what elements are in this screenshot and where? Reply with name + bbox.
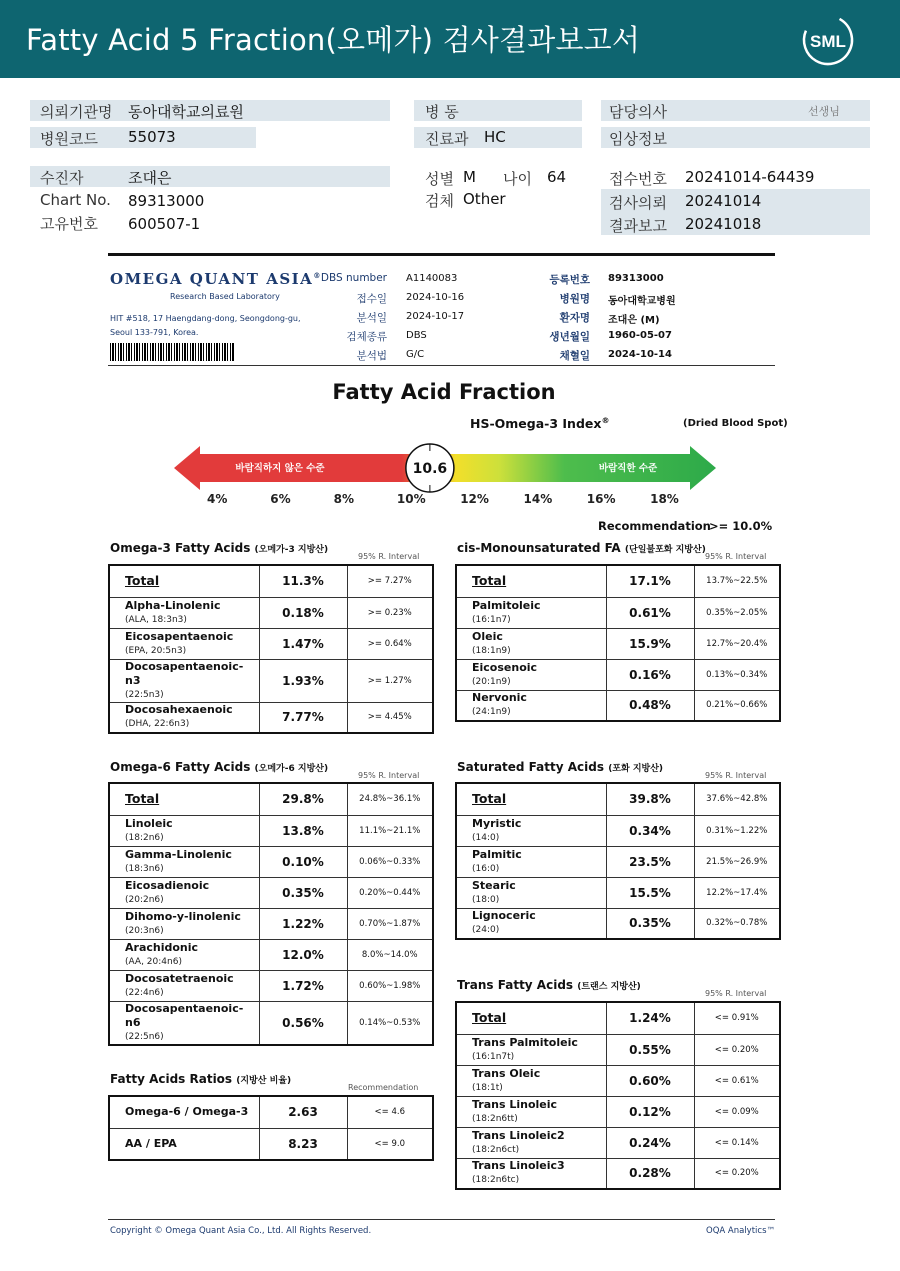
saturated-table bbox=[455, 782, 781, 940]
fatty-acid-percent: 0.10% bbox=[259, 846, 347, 877]
oqa-field-value: 89313000 bbox=[608, 273, 664, 284]
fatty-acid-reference: >= 0.64% bbox=[347, 628, 433, 659]
table-row bbox=[456, 815, 780, 846]
sex-value: M bbox=[463, 168, 476, 186]
age-value: 64 bbox=[547, 168, 567, 186]
total-reference: >= 7.27% bbox=[347, 565, 433, 597]
mono-section-title: cis-Monounsaturated FA (단일불포화 지방산) bbox=[457, 541, 706, 555]
saturated-section-title: Saturated Fatty Acids (포화 지방산) bbox=[457, 760, 664, 774]
oqa-field-value: 2024-10-17 bbox=[406, 311, 465, 322]
trans-total-row bbox=[456, 1002, 780, 1034]
fatty-acid-percent: 0.48% bbox=[606, 690, 694, 721]
ward-label: 병 동 bbox=[425, 103, 459, 121]
hospital-code-label: 병원코드 bbox=[40, 130, 98, 148]
fatty-acid-name: AA / EPA bbox=[109, 1128, 259, 1160]
bad-level-label: 바람직하지 않은 수준 bbox=[235, 463, 325, 474]
fatty-acid-name: Docosatetraenoic (22:4n6) bbox=[109, 970, 259, 1001]
fatty-acid-name: Arachidonic (AA, 20:4n6) bbox=[109, 939, 259, 970]
fatty-acid-percent: 8.23 bbox=[259, 1128, 347, 1160]
total-percent: 17.1% bbox=[606, 565, 694, 597]
table-row bbox=[456, 1127, 780, 1158]
specimen-label: 검체 bbox=[425, 192, 454, 210]
fatty-acid-reference: >= 4.45% bbox=[347, 702, 433, 733]
fatty-acid-percent: 1.93% bbox=[259, 659, 347, 702]
good-level-label: 바람직한 수준 bbox=[598, 463, 658, 474]
fatty-acid-name: Eicosadienoic (20:2n6) bbox=[109, 877, 259, 908]
fatty-acid-reference: 0.32%~0.78% bbox=[694, 908, 780, 939]
oqa-field-label: 검체종류 bbox=[346, 331, 387, 343]
fatty-acid-percent: 23.5% bbox=[606, 846, 694, 877]
report-title: Fatty Acid 5 Fraction(오메가) 검사결과보고서 bbox=[26, 23, 641, 57]
fatty-acid-name: Docosapentaenoic-n3 (22:5n3) bbox=[109, 659, 259, 702]
age-label: 나이 bbox=[503, 170, 532, 188]
oqa-field-label: 분석일 bbox=[356, 312, 387, 324]
oqa-field-label: 분석법 bbox=[356, 350, 387, 362]
oqa-field-value: 2024-10-14 bbox=[608, 349, 672, 360]
fatty-acid-percent: 1.47% bbox=[259, 628, 347, 659]
fatty-acid-reference: <= 4.6 bbox=[347, 1096, 433, 1128]
fatty-acid-name: Eicosapentaenoic (EPA, 20:5n3) bbox=[109, 628, 259, 659]
fatty-acid-name: Alpha-Linolenic (ALA, 18:3n3) bbox=[109, 597, 259, 628]
fatty-acid-reference: 0.21%~0.66% bbox=[694, 690, 780, 721]
report-header bbox=[0, 0, 900, 78]
total-reference: 24.8%~36.1% bbox=[347, 783, 433, 815]
omega3-section-title: Omega-3 Fatty Acids (오메가-3 지방산) bbox=[110, 541, 329, 555]
table-row bbox=[456, 659, 780, 690]
table-row bbox=[456, 690, 780, 721]
fatty-acid-reference: 0.70%~1.87% bbox=[347, 908, 433, 939]
barcode bbox=[110, 343, 235, 361]
fatty-acid-reference: <= 0.09% bbox=[694, 1096, 780, 1127]
table-row bbox=[109, 877, 433, 908]
ratios-table bbox=[108, 1095, 434, 1161]
table-row bbox=[456, 1065, 780, 1096]
oqa-logo: OMEGA QUANT ASIA® bbox=[110, 270, 322, 288]
fatty-acid-reference: 12.2%~17.4% bbox=[694, 877, 780, 908]
fatty-acid-percent: 0.56% bbox=[259, 1001, 347, 1045]
table-row bbox=[109, 1096, 433, 1128]
fatty-acid-name: Omega-6 / Omega-3 bbox=[109, 1096, 259, 1128]
fatty-acid-percent: 12.0% bbox=[259, 939, 347, 970]
table-row bbox=[456, 597, 780, 628]
total-percent: 39.8% bbox=[606, 783, 694, 815]
table-row bbox=[109, 659, 433, 702]
table-row bbox=[456, 1034, 780, 1065]
total-name: Total bbox=[456, 783, 606, 815]
fatty-acid-percent: 13.8% bbox=[259, 815, 347, 846]
trans-table bbox=[455, 1001, 781, 1190]
fatty-acid-percent: 0.35% bbox=[606, 908, 694, 939]
hs-omega3-index-title: HS-Omega-3 Index® bbox=[470, 416, 610, 432]
table-row bbox=[456, 908, 780, 939]
fatty-acid-reference: >= 1.27% bbox=[347, 659, 433, 702]
gauge-tick-label: 12% bbox=[460, 492, 489, 506]
total-name: Total bbox=[109, 783, 259, 815]
department-value: HC bbox=[484, 128, 506, 146]
fatty-acid-name: Dihomo-y-linolenic (20:3n6) bbox=[109, 908, 259, 939]
reception-label: 접수번호 bbox=[609, 170, 667, 188]
fatty-acid-percent: 7.77% bbox=[259, 702, 347, 733]
oqa-field-value: 1960-05-07 bbox=[608, 330, 672, 341]
fatty-acid-fraction-title: Fatty Acid Fraction bbox=[332, 380, 556, 404]
fatty-acid-reference: 12.7%~20.4% bbox=[694, 628, 780, 659]
request-label: 검사의뢰 bbox=[609, 194, 667, 212]
oqa-field-value: 조대은 (M) bbox=[608, 315, 660, 326]
hospital-code-value: 55073 bbox=[128, 128, 176, 146]
total-reference: 37.6%~42.8% bbox=[694, 783, 780, 815]
omega3-total-row bbox=[109, 565, 433, 597]
total-percent: 11.3% bbox=[259, 565, 347, 597]
oqa-field-value: G/C bbox=[406, 349, 425, 360]
fatty-acid-name: Trans Linoleic (18:2n6tt) bbox=[456, 1096, 606, 1127]
total-name: Total bbox=[456, 1002, 606, 1034]
table-row bbox=[456, 628, 780, 659]
fatty-acid-reference: 0.20%~0.44% bbox=[347, 877, 433, 908]
oqa-field-label: 등록번호 bbox=[549, 274, 590, 286]
omega6-total-row bbox=[109, 783, 433, 815]
oqa-field-value: 동아대학교병원 bbox=[608, 296, 676, 307]
table-row bbox=[109, 702, 433, 733]
total-name: Total bbox=[456, 565, 606, 597]
copyright: Copyright © Omega Quant Asia Co., Ltd. All Rights Reserved. bbox=[110, 1226, 372, 1236]
fatty-acid-name: Palmitic (16:0) bbox=[456, 846, 606, 877]
fatty-acid-reference: 0.06%~0.33% bbox=[347, 846, 433, 877]
fatty-acid-name: Lignoceric (24:0) bbox=[456, 908, 606, 939]
fatty-acid-name: Trans Palmitoleic (16:1n7t) bbox=[456, 1034, 606, 1065]
sex-label: 성별 bbox=[425, 170, 454, 188]
table-row bbox=[109, 939, 433, 970]
unique-no-value: 600507-1 bbox=[128, 215, 201, 233]
fatty-acid-reference: <= 0.61% bbox=[694, 1065, 780, 1096]
department-label: 진료과 bbox=[425, 130, 469, 148]
fatty-acid-name: Docosapentaenoic-n6 (22:5n6) bbox=[109, 1001, 259, 1045]
ratios-interval-header: Recommendation bbox=[348, 1083, 419, 1092]
sml-logo-text: SML bbox=[810, 32, 846, 51]
fatty-acid-percent: 0.28% bbox=[606, 1158, 694, 1189]
fatty-acid-reference: <= 0.20% bbox=[694, 1158, 780, 1189]
chart-no-label: Chart No. bbox=[40, 191, 111, 209]
fatty-acid-percent: 1.72% bbox=[259, 970, 347, 1001]
fatty-acid-name: Gamma-Linolenic (18:3n6) bbox=[109, 846, 259, 877]
report-value: 20241018 bbox=[685, 215, 762, 233]
fatty-acid-reference: 0.13%~0.34% bbox=[694, 659, 780, 690]
fatty-acid-reference: >= 0.23% bbox=[347, 597, 433, 628]
omega3-table bbox=[108, 564, 434, 734]
fatty-acid-percent: 0.55% bbox=[606, 1034, 694, 1065]
fatty-acid-name: Trans Oleic (18:1t) bbox=[456, 1065, 606, 1096]
oqa-field-value: DBS bbox=[406, 330, 427, 341]
fatty-acid-percent: 0.24% bbox=[606, 1127, 694, 1158]
table-row bbox=[109, 815, 433, 846]
fatty-acid-name: Myristic (14:0) bbox=[456, 815, 606, 846]
gauge-tick-label: 4% bbox=[207, 492, 228, 506]
gauge-tick-label: 16% bbox=[586, 492, 616, 506]
mono-table bbox=[455, 564, 781, 722]
trans-interval-header: 95% R. Interval bbox=[705, 989, 767, 998]
trans-section-title: Trans Fatty Acids (트랜스 지방산) bbox=[457, 978, 641, 992]
index-value: 10.6 bbox=[412, 461, 448, 477]
fatty-acid-name: Trans Linoleic3 (18:2n6tc) bbox=[456, 1158, 606, 1189]
oqa-field-label: 접수일 bbox=[356, 293, 387, 305]
gauge-tick-label: 6% bbox=[270, 492, 291, 506]
fatty-acid-percent: 15.9% bbox=[606, 628, 694, 659]
fatty-acid-reference: 0.31%~1.22% bbox=[694, 815, 780, 846]
recommendation-value: >= 10.0% bbox=[709, 519, 773, 533]
saturated-total-row bbox=[456, 783, 780, 815]
table-row bbox=[109, 1001, 433, 1045]
chart-no-value: 89313000 bbox=[128, 192, 205, 210]
saturated-interval-header: 95% R. Interval bbox=[705, 771, 767, 780]
examinee-value: 조대은 bbox=[128, 169, 172, 187]
institution-value: 동아대학교의료원 bbox=[128, 103, 244, 121]
table-row bbox=[109, 597, 433, 628]
mono-interval-header: 95% R. Interval bbox=[705, 552, 767, 561]
ratios-section-title: Fatty Acids Ratios (지방산 비율) bbox=[110, 1072, 292, 1086]
fatty-acid-percent: 0.12% bbox=[606, 1096, 694, 1127]
report-label: 결과보고 bbox=[609, 217, 667, 235]
table-row bbox=[109, 628, 433, 659]
recommendation-label: Recommendation bbox=[598, 519, 711, 533]
reception-value: 20241014-64439 bbox=[685, 168, 815, 186]
institution-label: 의뢰기관명 bbox=[40, 103, 113, 121]
fatty-acid-percent: 0.61% bbox=[606, 597, 694, 628]
fatty-acid-name: Nervonic (24:1n9) bbox=[456, 690, 606, 721]
sml-logo-icon bbox=[800, 12, 856, 68]
oqa-field-value: 2024-10-16 bbox=[406, 292, 465, 303]
table-row bbox=[456, 877, 780, 908]
omega6-table bbox=[108, 782, 434, 1046]
fatty-acid-percent: 0.16% bbox=[606, 659, 694, 690]
fatty-acid-reference: <= 0.14% bbox=[694, 1127, 780, 1158]
specimen-value: Other bbox=[463, 190, 506, 208]
total-percent: 29.8% bbox=[259, 783, 347, 815]
footer-rule bbox=[108, 1219, 775, 1220]
omega6-interval-header: 95% R. Interval bbox=[358, 771, 420, 780]
oqa-subtitle: Research Based Laboratory bbox=[170, 292, 280, 301]
oqa-analytics-brand: OQA Analytics™ bbox=[706, 1226, 775, 1236]
oqa-bottom-rule bbox=[108, 365, 775, 366]
doctor-suffix: 선생님 bbox=[808, 105, 840, 118]
table-row bbox=[109, 908, 433, 939]
gauge-tick-label: 8% bbox=[333, 492, 354, 506]
table-row bbox=[109, 970, 433, 1001]
index-marker bbox=[406, 444, 454, 492]
oqa-address: HIT #518, 17 Haengdang-dong, Seongdong-gu, Seoul 133-791, Korea. bbox=[110, 314, 301, 337]
fatty-acid-percent: 0.60% bbox=[606, 1065, 694, 1096]
oqa-field-label: 병원명 bbox=[559, 293, 590, 305]
oqa-field-value: A1140083 bbox=[406, 273, 458, 284]
mono-total-row bbox=[456, 565, 780, 597]
fatty-acid-percent: 0.34% bbox=[606, 815, 694, 846]
fatty-acid-name: Stearic (18:0) bbox=[456, 877, 606, 908]
fatty-acid-reference: 0.60%~1.98% bbox=[347, 970, 433, 1001]
table-row bbox=[456, 1158, 780, 1189]
fatty-acid-reference: 0.35%~2.05% bbox=[694, 597, 780, 628]
oqa-field-label: 환자명 bbox=[559, 312, 590, 324]
request-value: 20241014 bbox=[685, 192, 762, 210]
gauge-tick-label: 18% bbox=[650, 492, 679, 506]
table-row bbox=[456, 846, 780, 877]
fatty-acid-reference: 11.1%~21.1% bbox=[347, 815, 433, 846]
oqa-top-rule bbox=[108, 253, 775, 256]
fatty-acid-name: Oleic (18:1n9) bbox=[456, 628, 606, 659]
oqa-field-label: DBS number bbox=[320, 272, 387, 284]
fatty-acid-name: Docosahexaenoic (DHA, 22:6n3) bbox=[109, 702, 259, 733]
fatty-acid-reference: 21.5%~26.9% bbox=[694, 846, 780, 877]
fatty-acid-name: Trans Linoleic2 (18:2n6ct) bbox=[456, 1127, 606, 1158]
unique-no-label: 고유번호 bbox=[40, 215, 98, 233]
table-row bbox=[456, 1096, 780, 1127]
table-row bbox=[109, 1128, 433, 1160]
fatty-acid-percent: 0.18% bbox=[259, 597, 347, 628]
fatty-acid-percent: 2.63 bbox=[259, 1096, 347, 1128]
total-reference: 13.7%~22.5% bbox=[694, 565, 780, 597]
examinee-label: 수진자 bbox=[40, 169, 84, 187]
gauge-tick-label: 14% bbox=[523, 492, 553, 506]
dried-blood-spot: (Dried Blood Spot) bbox=[683, 418, 788, 429]
fatty-acid-percent: 15.5% bbox=[606, 877, 694, 908]
gauge-tick-label: 10% bbox=[396, 492, 426, 506]
fatty-acid-percent: 0.35% bbox=[259, 877, 347, 908]
omega3-index-gauge bbox=[170, 440, 720, 496]
total-percent: 1.24% bbox=[606, 1002, 694, 1034]
oqa-field-label: 채혈일 bbox=[559, 350, 590, 362]
total-name: Total bbox=[109, 565, 259, 597]
omega3-interval-header: 95% R. Interval bbox=[358, 552, 420, 561]
oqa-field-label: 생년월일 bbox=[549, 331, 590, 343]
fatty-acid-reference: 0.14%~0.53% bbox=[347, 1001, 433, 1045]
doctor-label: 담당의사 bbox=[609, 103, 667, 121]
fatty-acid-percent: 1.22% bbox=[259, 908, 347, 939]
fatty-acid-name: Linoleic (18:2n6) bbox=[109, 815, 259, 846]
fatty-acid-reference: <= 9.0 bbox=[347, 1128, 433, 1160]
table-row bbox=[109, 846, 433, 877]
total-reference: <= 0.91% bbox=[694, 1002, 780, 1034]
fatty-acid-reference: 8.0%~14.0% bbox=[347, 939, 433, 970]
fatty-acid-name: Eicosenoic (20:1n9) bbox=[456, 659, 606, 690]
omega6-section-title: Omega-6 Fatty Acids (오메가-6 지방산) bbox=[110, 760, 329, 774]
fatty-acid-reference: <= 0.20% bbox=[694, 1034, 780, 1065]
clinical-label: 임상정보 bbox=[609, 130, 667, 148]
fatty-acid-name: Palmitoleic (16:1n7) bbox=[456, 597, 606, 628]
